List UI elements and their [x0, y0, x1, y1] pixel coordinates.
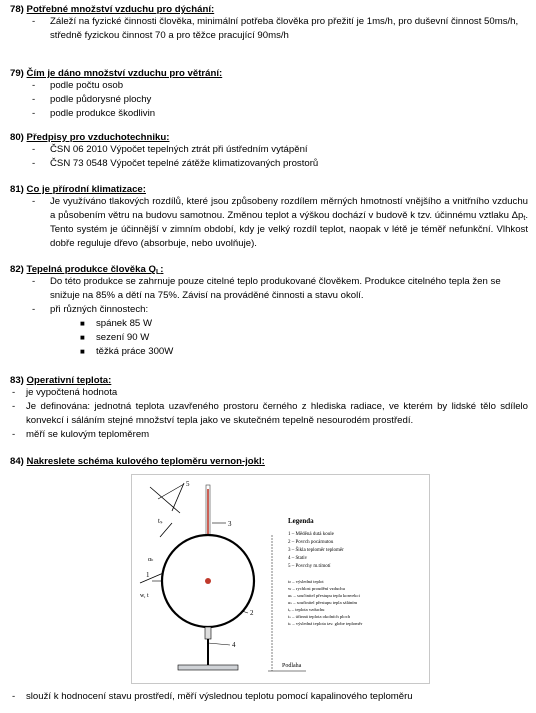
question-title: Tepelná produkce člověka Q	[26, 264, 156, 275]
legend-item: w – rychlost proudění vzduchu	[288, 586, 345, 591]
answer-text: podle počtu osob	[50, 80, 124, 91]
question-83	[10, 375, 528, 442]
question-heading	[10, 184, 528, 195]
bullet: -	[12, 429, 16, 441]
answer-text: měří se kulovým teploměrem	[26, 429, 150, 441]
answer-text: při různých činnostech:	[50, 304, 149, 316]
question-title: Předpisy pro vzduchotechniku:	[26, 132, 170, 143]
answer-item	[10, 303, 528, 317]
answer-text: podle půdorysné plochy	[50, 94, 152, 106]
question-84-footer	[10, 690, 528, 704]
answer-text: je vypočtená hodnota	[26, 387, 118, 398]
legend-item: αₖ – součinitel přestupu tepla konvekci	[288, 593, 360, 598]
globe-thermometer-diagram	[132, 475, 429, 683]
bullet: -	[32, 108, 36, 120]
question-heading	[10, 132, 528, 143]
subscript: t	[523, 215, 526, 223]
floor-label: Podlaha	[282, 663, 302, 669]
question-number: 82)	[10, 264, 24, 275]
question-78	[10, 4, 528, 43]
question-heading	[10, 456, 528, 467]
answer-text: Je využíváno tlakových rozdílů, které jsou způsobeny rozdílem měrných hmotností vnějšího a vnitřního vzduchu a působením větru na budovu samotnou. Změnou teplot a výškou dochází v budově k tzv. účinnému vztlaku Δp	[50, 196, 528, 222]
answer-text: ČSN 73 0548 Výpočet tepelné zátěže klimatizovaných prostorů	[50, 158, 319, 170]
bullet: -	[12, 401, 16, 413]
question-title: Co je přírodní klimatizace:	[26, 184, 146, 195]
question-84	[10, 456, 528, 467]
answer-item	[10, 195, 528, 251]
question-title: Potřebné množství vzduchu pro dýchání:	[26, 4, 215, 15]
globe-thermometer-figure	[131, 474, 430, 684]
legend-item: 5 – Povrchy m.tímotí	[288, 564, 331, 569]
bullet: -	[32, 80, 36, 91]
legend-item: αₛ – součinitel přestupu tepla sáláním	[288, 600, 358, 605]
question-title: Čím je dáno množství vzduchu pro větrání:	[26, 68, 223, 79]
legend-item: tₛ – účinná teplota okolních ploch	[288, 614, 351, 619]
question-number: 81)	[10, 184, 24, 195]
answer-item	[10, 275, 528, 303]
question-title: Nakreslete schéma kulového teploměru vernon-jokl:	[26, 456, 265, 467]
sub-item	[10, 331, 528, 345]
legend-item: 2 – Povrch pocárnutou	[288, 540, 334, 545]
label-ts: tₛ	[158, 517, 163, 525]
question-number: 80)	[10, 132, 24, 143]
question-title: Operativní teplota:	[26, 375, 112, 386]
answer-item	[10, 400, 528, 428]
answer-text: těžká práce 300W	[96, 346, 174, 358]
sub-item	[10, 345, 528, 359]
thermometer-bulb	[205, 578, 211, 584]
bullet: -	[12, 387, 16, 398]
question-heading	[10, 264, 528, 275]
bullet: -	[32, 144, 36, 155]
question-number: 79)	[10, 68, 24, 79]
answer-text: sezení 90 W	[96, 332, 150, 344]
square-bullet: ■	[80, 319, 85, 329]
answer-text: . Tento systém je účinnější v zimním období, kdy je velký rozdíl teplot, naopak v létě je téměř nefunkční. Vlhkost dobře reguluje dřevo (absorbuje, nebo uvolňuje).	[50, 210, 528, 250]
label-2: 2	[250, 609, 254, 617]
question-heading	[10, 4, 528, 15]
bullet: -	[32, 276, 36, 287]
colon: :	[160, 264, 164, 275]
answer-item	[10, 428, 528, 442]
legend-item: tᵥ – teplota vzduchu	[288, 607, 325, 612]
question-82	[10, 264, 528, 360]
question-number: 78)	[10, 4, 24, 15]
answer-item	[10, 79, 528, 93]
bullet: -	[32, 196, 36, 207]
answer-text: Je definována: jednotná teplota uzavřeného prostoru černého z hlediska radiace, ve kterém by lidské tělo sdílelo konvekcí i sáláním stejné množství tepla jako ve skutečném tepelně nesourodém prostředí.	[26, 401, 528, 427]
legend-item: tₖ – výsledná teplota tzv. globe teploměr	[288, 621, 363, 626]
answer-item	[10, 386, 528, 400]
answer-text: ČSN 06 2010 Výpočet tepelných ztrát při ústředním vytápění	[50, 144, 308, 155]
question-81	[10, 184, 528, 251]
label-wt: w, t	[140, 593, 149, 599]
legend-item: tₙ – výsledná teplot	[288, 579, 324, 584]
answer-item	[10, 690, 528, 704]
answer-text: Do této produkce se zahrnuje pouze citelné teplo produkované člověkem. Produkce citelného tepla žen se snižuje na 85% a dětí na 75%. Závisí na prováděné činnosti a stavu okolí.	[50, 276, 501, 302]
label-5: 5	[186, 480, 190, 488]
answer-item	[10, 107, 528, 121]
legend-item: 4 – Stativ	[288, 556, 308, 561]
question-number: 83)	[10, 375, 24, 386]
legend-title: Legenda	[288, 517, 314, 525]
answer-text: slouží k hodnocení stavu prostředí, měří výslednou teplotu pomocí kapalinového teploměru	[26, 691, 413, 702]
bullet: -	[32, 158, 36, 170]
sub-item	[10, 317, 528, 331]
question-number: 84)	[10, 456, 24, 467]
question-heading	[10, 68, 528, 79]
square-bullet: ■	[80, 347, 85, 357]
stand-base	[178, 665, 238, 670]
label-4: 4	[232, 641, 236, 649]
bullet: -	[32, 304, 36, 316]
question-79	[10, 68, 528, 121]
square-bullet: ■	[80, 333, 85, 343]
legend-item: 1 – Měděná dutá koule	[288, 532, 334, 537]
answer-text: Záleží na fyzické činnosti člověka, minimální potřeba člověka pro přežití je 1ms/h, pro duševní činnost 50ms/h, středně fyzickou činnost 70 a pro těžce pracující 90ms/h	[50, 16, 519, 42]
radiation-arrow	[150, 487, 180, 513]
answer-item	[10, 93, 528, 107]
radiation-arrow	[160, 523, 172, 537]
stand-clamp	[205, 627, 211, 639]
label-ak: αₖ	[148, 557, 154, 563]
bullet: -	[12, 691, 16, 702]
bullet: -	[32, 16, 36, 27]
answer-item	[10, 143, 528, 157]
legend-item: 3 – Šikla teploměr teploměr	[288, 548, 344, 553]
question-heading	[10, 375, 528, 386]
question-80	[10, 132, 528, 171]
answer-item	[10, 15, 528, 43]
answer-text: spánek 85 W	[96, 318, 152, 330]
label-3: 3	[228, 520, 232, 528]
label-1: 1	[146, 571, 150, 579]
answer-text: podle produkce škodlivin	[50, 108, 156, 120]
subscript: L	[155, 269, 161, 276]
bullet: -	[32, 94, 36, 106]
answer-item	[10, 157, 528, 171]
